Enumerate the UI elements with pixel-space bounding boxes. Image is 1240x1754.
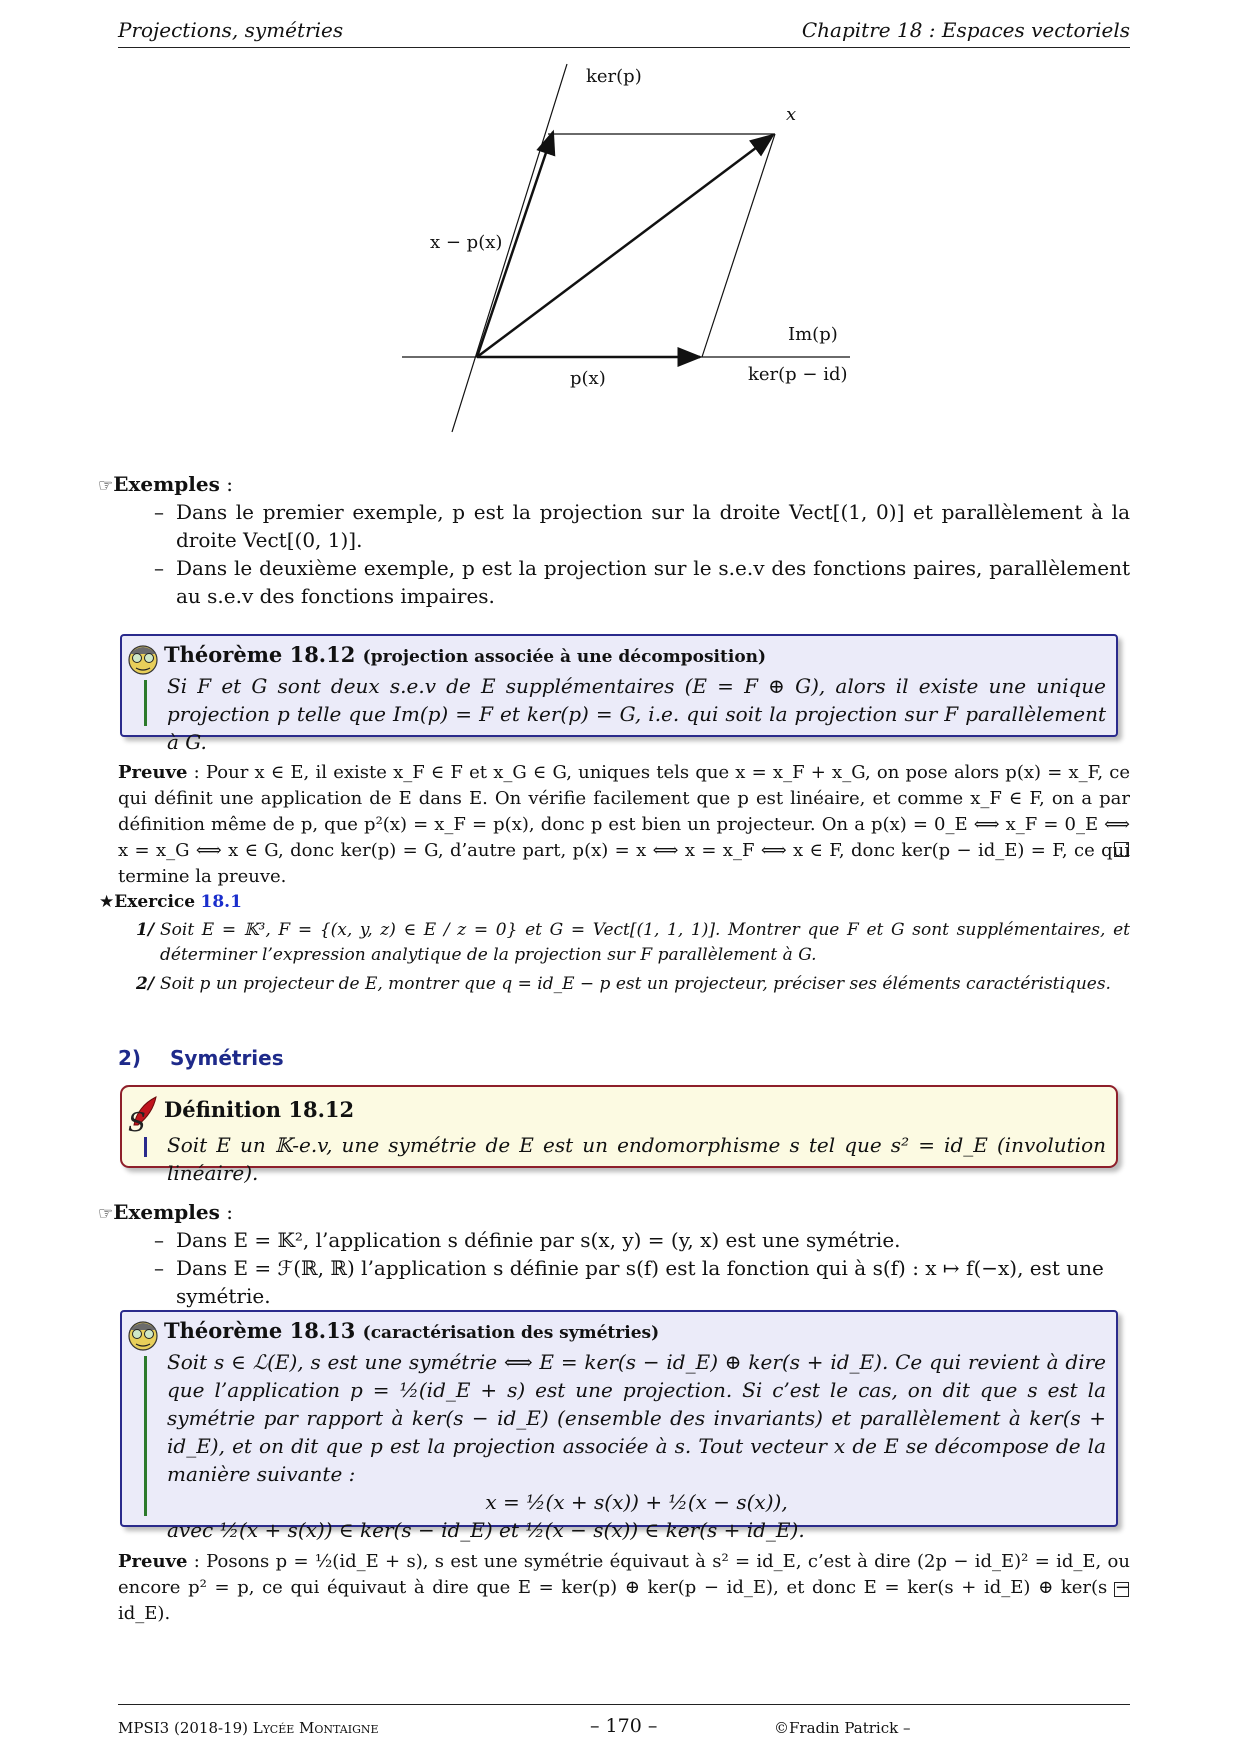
theorem-subtitle: (projection associée à une décomposition)	[362, 647, 767, 667]
theorem-bar	[144, 1356, 147, 1516]
definition-bar	[144, 1137, 147, 1157]
pointing-hand-icon: ☞	[98, 1204, 114, 1224]
definition-body: Soit E un 𝕂-e.v, une symétrie de E est un endomorphisme s tel que s² = id_E (involution linéaire).	[167, 1133, 1106, 1185]
running-header-right: Chapitre 18 : Espaces vectoriels	[801, 18, 1130, 42]
section-number: 2)	[118, 1046, 142, 1070]
label-x-minus-px: x − p(x)	[430, 232, 503, 253]
proof-text: : Pour x ∈ E, il existe x_F ∈ F et x_G ∈ G, uniques tels que x = x_F + x_G, on pose alors p(x) = x_F, ce qui définit une application de E dans E. On vérifie facilement que p est linéaire, et comme x_F ∈ F, on a par définition même de p, que p²(x) = x_F = p(x), donc p est bien un projecteur. On a p(x) = 0_E ⟺ x_F = 0_E ⟺ x = x_G ⟺ x ∈ G, donc ker(p) = G, d’autre part, p(x) = x ⟺ x = x_F ⟺ x ∈ F, donc ker(p − id_E) = F, ce qui termine la preuve.	[118, 762, 1130, 887]
qed-box	[1114, 842, 1129, 861]
example-4-text: Dans E = ℱ(ℝ, ℝ) l’application s définie par s(f) est la fonction qui à s(f) : x ↦ f(−x), est une symétrie.	[176, 1256, 1104, 1308]
theorem-body: Si F et G sont deux s.e.v de E supplémentaires (E = F ⊕ G), alors il existe une unique projection p telle que Im(p) = F et ker(p) = G, i.e. qui soit la projection sur F parallèlement à G.	[167, 674, 1106, 754]
section-title: Symétries	[170, 1046, 284, 1070]
decomposition-formula: x = ½(x + s(x)) + ½(x − s(x)),	[485, 1490, 788, 1514]
list-item: 1/ Soit E = 𝕂³, F = {(x, y, z) ∈ E / z = 0} et G = Vect[(1, 1, 1)]. Montrer que F et G sont supplémentaires, et déterminer l’expression analytique de la projection sur F parallèlement à G.	[136, 920, 1130, 965]
footer-rule	[118, 1704, 1130, 1705]
star-icon: ★	[99, 892, 115, 912]
running-header-left: Projections, symétries	[118, 18, 344, 42]
example-3-text: Dans E = 𝕂², l’application s définie par s(x, y) = (y, x) est une symétrie.	[176, 1228, 901, 1252]
list-item: – Dans E = ℱ(ℝ, ℝ) l’application s définie par s(f) est la fonction qui à s(f) : x ↦ f(−x), est une symétrie.	[154, 1256, 1104, 1308]
examples-list	[154, 498, 1130, 610]
footer-right: ©Fradin Patrick –	[774, 1719, 911, 1737]
qed-box	[1114, 1582, 1129, 1601]
examples-title: Exemples	[113, 1200, 220, 1224]
quill-pen-icon	[126, 1093, 162, 1133]
label-ker-p-id: ker(p − id)	[748, 364, 848, 385]
label-kerp: ker(p)	[586, 66, 642, 87]
proof-1	[118, 760, 1130, 890]
list-item: – Dans le deuxième exemple, p est la projection sur le s.e.v des fonctions paires, parallèlement au s.e.v des fonctions impaires.	[154, 556, 1130, 608]
list-item: – Dans le premier exemple, p est la projection sur la droite Vect[(1, 0)] et parallèlement à la droite Vect[(0, 1)].	[154, 500, 1130, 552]
examples-title: Exemples	[113, 472, 220, 496]
definition-box-18-12	[120, 1085, 1118, 1185]
list-item: 2/ Soit p un projecteur de E, montrer que q = id_E − p est un projecteur, préciser ses éléments caractéristiques.	[136, 974, 1111, 994]
theorem-box-18-13	[120, 1310, 1118, 1542]
theorem-last-line: avec ½(x + s(x)) ∈ ker(s − id_E) et ½(x − s(x)) ∈ ker(s + id_E).	[167, 1518, 805, 1542]
exercise-heading	[99, 890, 242, 915]
exercise-number: 18.1	[200, 892, 242, 912]
examples-heading-2: ☞Exemples :	[98, 1200, 233, 1224]
footer-left: MPSI3 (2018-19) Lycée Montaigne	[118, 1719, 379, 1737]
theorem-statement: Soit s ∈ ℒ(E), s est une symétrie ⟺ E = ker(s − id_E) ⊕ ker(s + id_E). Ce qui revient à dire que l’application p = ½(id_E + s) est une projection. Si c’est le cas, on dit que s est la symétrie par rapport à ker(s − id_E) (ensemble des invariants) et parallèlement à ker(s + id_E), et on dit que p est la projection associée à s. Tout vecteur x de E se décompose de la manière suivante :	[167, 1350, 1106, 1486]
list-item: – Dans E = 𝕂², l’application s définie par s(x, y) = (y, x) est une symétrie.	[154, 1228, 901, 1252]
vector-x	[477, 135, 773, 357]
example-1-text: Dans le premier exemple, p est la projection sur la droite Vect[(1, 0)] et parallèlement à la droite Vect[(0, 1)].	[176, 500, 1130, 552]
exercise-item-2: Soit p un projecteur de E, montrer que q = id_E − p est un projecteur, préciser ses éléments caractéristiques.	[160, 974, 1111, 994]
definition-title: Définition 18.12	[164, 1097, 355, 1122]
theorem-title: Théorème 18.13 (caractérisation des symétries)	[164, 1318, 660, 1343]
proof-2	[118, 1549, 1130, 1627]
exercise-label: Exercice	[114, 892, 196, 912]
theorem-title: Théorème 18.12 (projection associée à une décomposition)	[164, 642, 767, 667]
label-imp: Im(p)	[788, 324, 838, 345]
professor-icon	[126, 642, 160, 676]
theorem-bar	[144, 680, 147, 726]
label-px: p(x)	[570, 368, 606, 389]
examples-list-2	[154, 1226, 1136, 1310]
examples-heading: ☞Exemples :	[98, 472, 233, 496]
professor-icon	[126, 1318, 160, 1352]
exercise-items	[136, 918, 1130, 997]
proof-text: : Posons p = ½(id_E + s), s est une symétrie équivaut à s² = id_E, c’est à dire (2p − id_E)² = id_E, ou encore p² = p, ce qui équivaut à dire que E = ker(p) ⊕ ker(p − id_E), et donc E = ker(s + id_E) ⊕ ker(s − id_E).	[118, 1551, 1130, 1624]
example-2-text: Dans le deuxième exemple, p est la projection sur le s.e.v des fonctions paires, parallèlement au s.e.v des fonctions impaires.	[176, 556, 1130, 608]
theorem-box-18-12	[120, 634, 1118, 754]
proof-label: Preuve	[118, 762, 188, 783]
parallel-right-line	[702, 134, 775, 357]
section-heading	[118, 1046, 284, 1070]
footer-school: Lycée Montaigne	[252, 1719, 379, 1737]
theorem-subtitle: (caractérisation des symétries)	[362, 1323, 660, 1343]
pointing-hand-icon: ☞	[98, 476, 114, 496]
label-x: x	[786, 104, 797, 125]
svg-text:S: S	[128, 1108, 146, 1133]
proof-label: Preuve	[118, 1551, 188, 1572]
theorem-body	[167, 1348, 1106, 1544]
page-number: – 170 –	[590, 1715, 658, 1737]
exercise-item-1: Soit E = 𝕂³, F = {(x, y, z) ∈ E / z = 0} et G = Vect[(1, 1, 1)]. Montrer que F et G sont supplémentaires, et déterminer l’expression analytique de la projection sur F parallèlement à G.	[160, 920, 1130, 965]
